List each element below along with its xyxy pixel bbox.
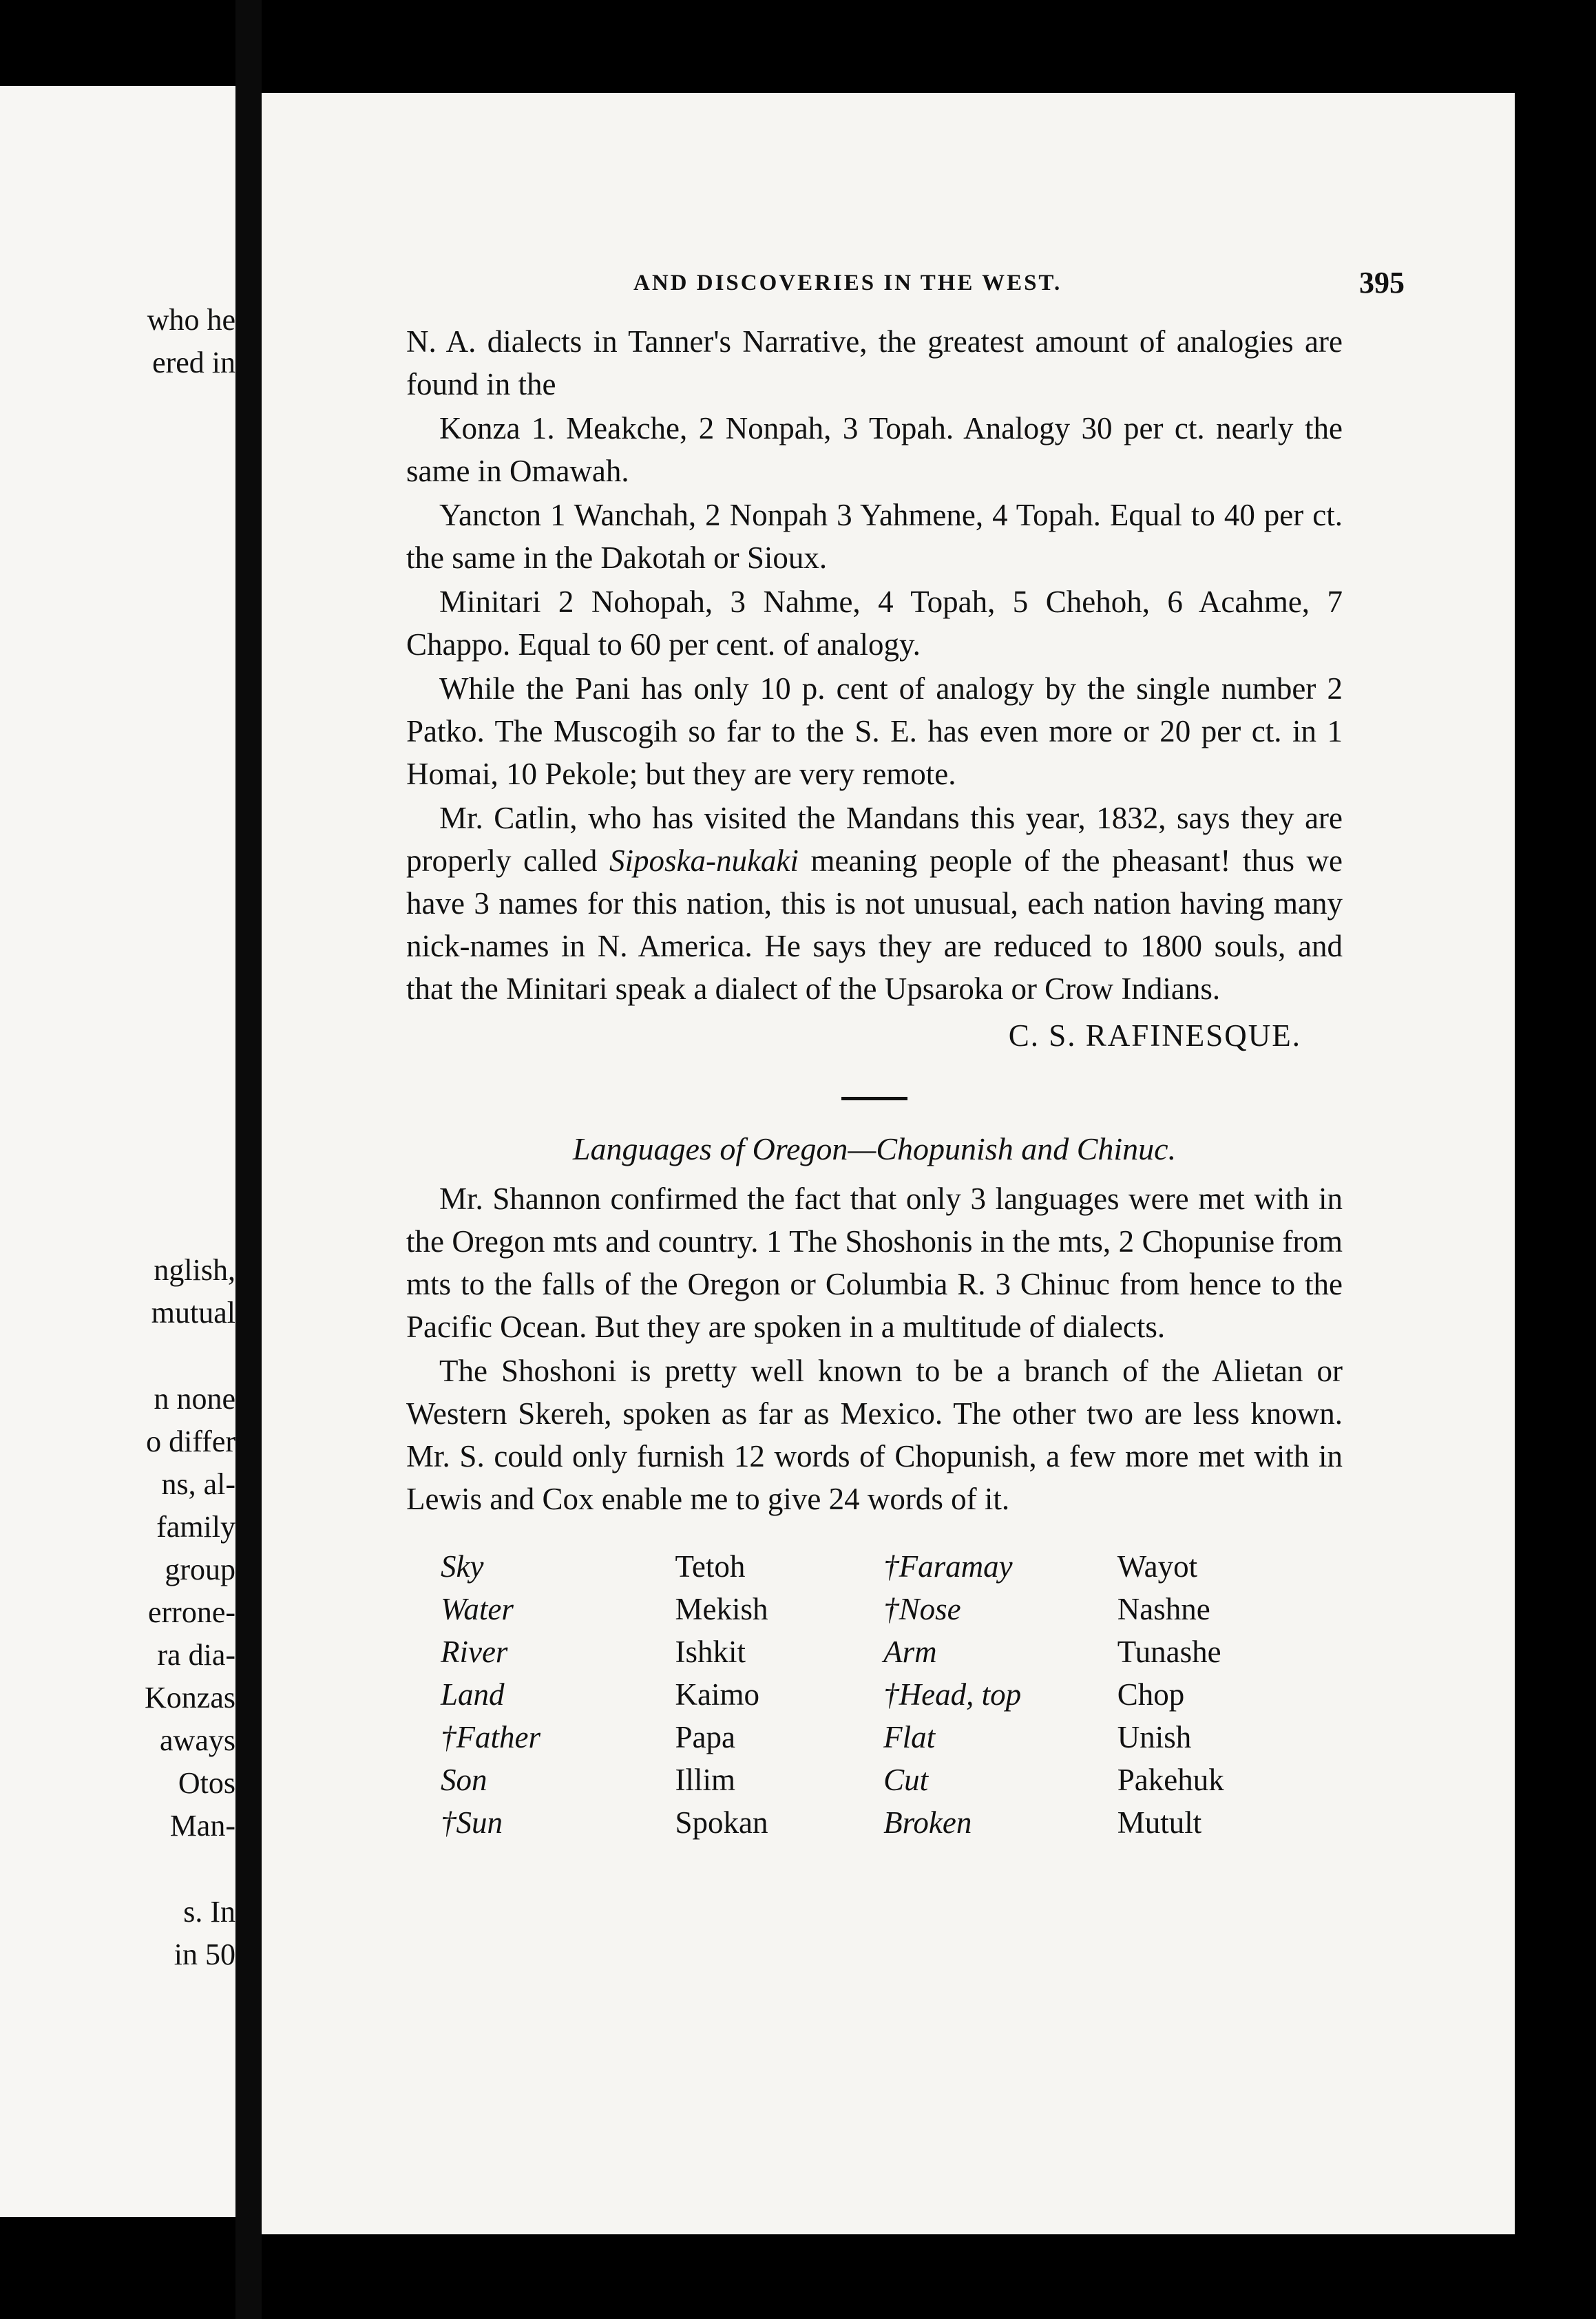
vocabulary-table-body — [406, 1545, 1343, 1844]
paragraph: The Shoshoni is pretty well known to be a branch of the Alietan or Western Skereh, spoken as far as Mexico. The other two are less known. Mr. S. could only furnish 12 words of Chopunish, a few more met with in Lewis and Cox enable me to give 24 words of it. — [406, 1354, 1343, 1516]
chopunish-word: Kaimo — [675, 1677, 759, 1712]
chopunish-word: Illim — [675, 1763, 736, 1797]
english-word: Son — [441, 1763, 487, 1797]
vocabulary-row — [406, 1588, 1343, 1630]
left-page-line: ered in — [152, 346, 235, 379]
left-page-line: Otos — [178, 1766, 235, 1800]
italic-term: Siposka-nukaki — [609, 843, 799, 878]
paragraph: Konza 1. Meakche, 2 Nonpah, 3 Topah. Analogy 30 per ct. nearly the same in Omawah. — [406, 411, 1343, 488]
author-signature: C. S. RAFINESQUE. — [1008, 1018, 1301, 1053]
paragraph: Mr. Shannon confirmed the fact that only 3 languages were met with in the Oregon mts and country. 1 The Shoshonis in the mts, 2 Chopunise from mts to the falls of the Oregon or Columbia R. 3 Chinuc from hence to the Pacific Ocean. But they are spoken in a multitude of dialects. — [406, 1182, 1343, 1344]
left-page-line: n none — [154, 1382, 235, 1416]
english-word: River — [441, 1635, 508, 1669]
left-page-line: aways — [160, 1723, 235, 1757]
english-word: Cut — [883, 1763, 929, 1797]
paragraph: Minitari 2 Nohopah, 3 Nahme, 4 Topah, 5 Chehoh, 6 Acahme, 7 Chappo. Equal to 60 per cent. of analogy. — [406, 585, 1343, 662]
body-text — [406, 320, 1343, 1844]
english-word: Land — [441, 1677, 505, 1712]
chopunish-word: Mutult — [1117, 1805, 1202, 1840]
chopunish-word: Spokan — [675, 1805, 768, 1840]
left-page-line: group — [165, 1553, 235, 1586]
chopunish-word: Ishkit — [675, 1635, 746, 1669]
left-page-fragment — [0, 86, 235, 2217]
chopunish-word: Unish — [1117, 1720, 1192, 1754]
paragraph-text: meaning people of the pheasant! thus we have 3 names for this nation, this is not unusual, each nation having many nick-names in N. America. He says they are reduced to 1800 souls, and that the Minitari speak a dialect of the Upsaroka or Crow Indians. — [406, 843, 1343, 1006]
chopunish-word: Tunashe — [1117, 1635, 1221, 1669]
english-word: Water — [441, 1592, 514, 1626]
vocabulary-row — [406, 1759, 1343, 1801]
left-page-line: ra dia- — [157, 1638, 235, 1672]
left-page-line: who he — [147, 303, 235, 337]
section-divider — [841, 1097, 907, 1100]
vocabulary-row — [406, 1801, 1343, 1844]
english-word: †Faramay — [883, 1549, 1013, 1584]
chopunish-word: Wayot — [1117, 1549, 1198, 1584]
left-page-line: errone- — [147, 1595, 235, 1629]
vocabulary-table — [406, 1545, 1343, 1844]
left-page-line: nglish, — [154, 1253, 235, 1287]
chopunish-word: Papa — [675, 1720, 735, 1754]
chopunish-word: Tetoh — [675, 1549, 746, 1584]
running-header — [427, 265, 1405, 306]
book-gutter — [235, 0, 262, 2319]
left-page-line: Konzas — [145, 1681, 235, 1714]
english-word: Flat — [883, 1720, 936, 1754]
chopunish-word: Nashne — [1117, 1592, 1210, 1626]
vocabulary-row — [406, 1545, 1343, 1588]
catlin-paragraph — [406, 797, 1343, 1010]
paragraph: While the Pani has only 10 p. cent of analogy by the single number 2 Patko. The Muscogih so far to the S. E. has even more or 20 per ct. in 1 Homai, 10 Pekole; but they are very remote. — [406, 671, 1343, 791]
left-page-line: o differ — [146, 1425, 235, 1458]
page-number: 395 — [1359, 266, 1405, 300]
chopunish-word: Mekish — [675, 1592, 768, 1626]
section-title: Languages of Oregon—Chopunish and Chinuc. — [572, 1131, 1177, 1166]
left-page-line: s. In — [183, 1895, 235, 1929]
left-page-line: family — [156, 1510, 235, 1544]
english-word: Sky — [441, 1549, 484, 1584]
vocabulary-row — [406, 1716, 1343, 1759]
paragraph: N. A. dialects in Tanner's Narrative, the greatest amount of analogies are found in the — [406, 324, 1343, 401]
english-word: Broken — [883, 1805, 972, 1840]
english-word: Arm — [883, 1635, 937, 1669]
left-page-line: in 50 — [174, 1938, 235, 1971]
paragraph: Yancton 1 Wanchah, 2 Nonpah 3 Yahmene, 4 Topah. Equal to 40 per ct. the same in the Dakotah or Sioux. — [406, 498, 1343, 575]
english-word: †Nose — [883, 1592, 961, 1626]
chopunish-word: Pakehuk — [1117, 1763, 1224, 1797]
right-page — [262, 93, 1515, 2234]
vocabulary-row — [406, 1630, 1343, 1673]
chopunish-word: Chop — [1117, 1677, 1185, 1712]
left-page-line: Man- — [169, 1809, 235, 1843]
english-word: †Father — [441, 1720, 540, 1754]
left-page-line: ns, al- — [161, 1467, 235, 1501]
left-page-line: mutual — [151, 1296, 235, 1330]
english-word: †Sun — [441, 1805, 503, 1840]
running-header-title: AND DISCOVERIES IN THE WEST. — [633, 271, 1062, 295]
vocabulary-row — [406, 1673, 1343, 1716]
english-word: †Head, top — [883, 1677, 1022, 1712]
paragraph-text: Mr. Catlin, who has visited the Mandans this year, 1832, says they are properly called — [406, 801, 1343, 878]
